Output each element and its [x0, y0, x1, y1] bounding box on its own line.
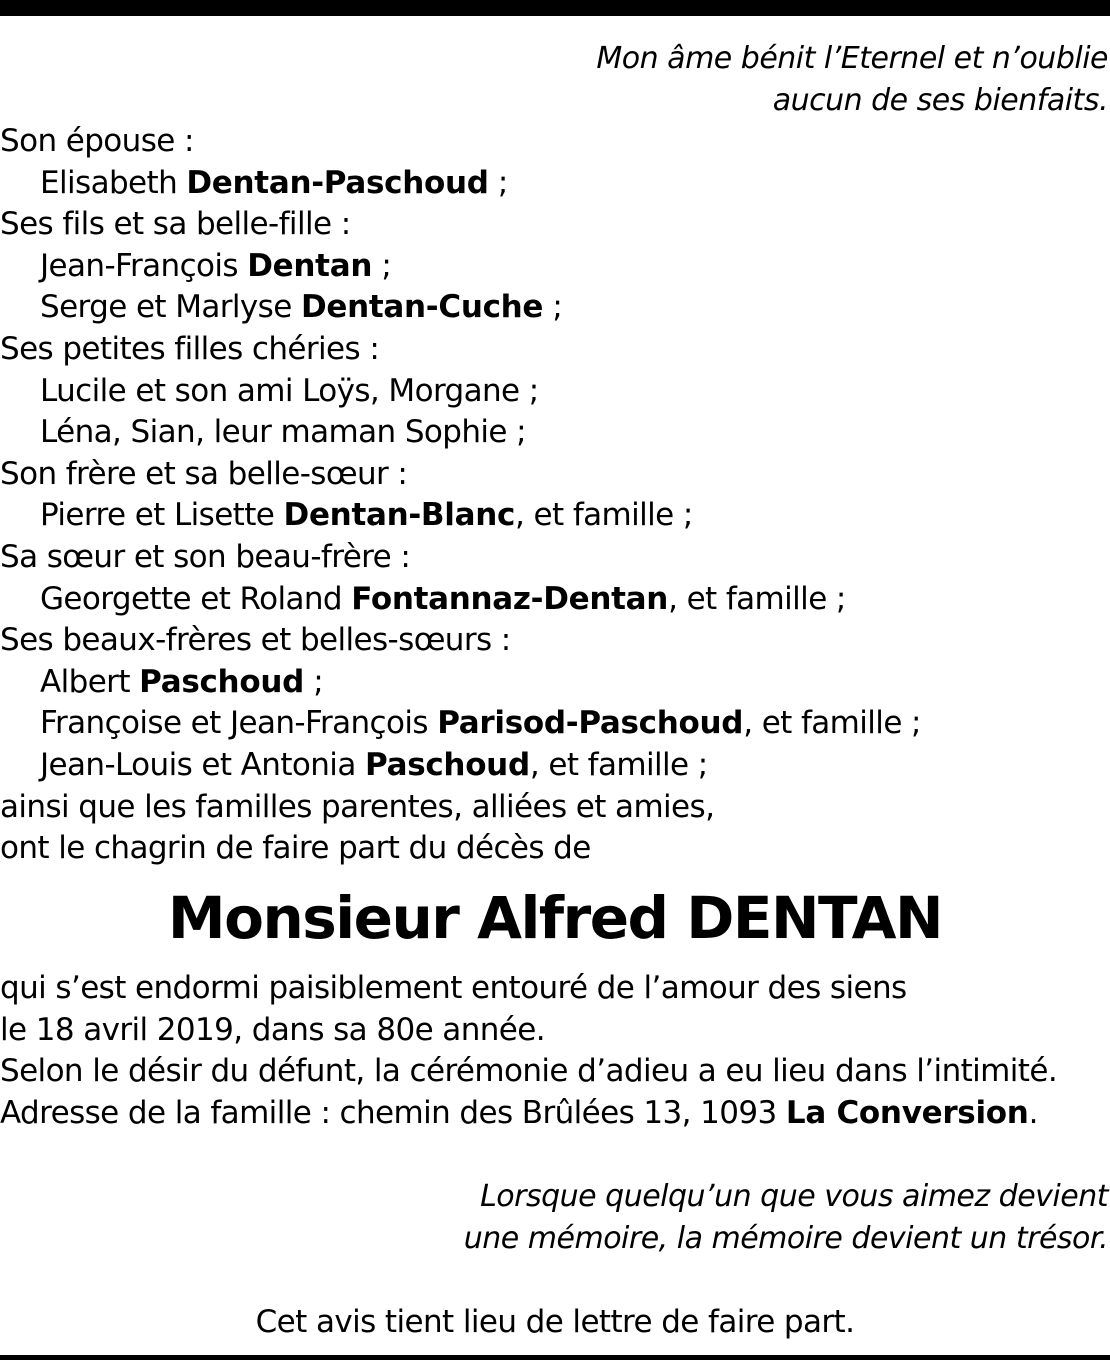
details-line-2: le 18 avril 2019, dans sa 80e année. [0, 1011, 545, 1048]
member-names: Albert [40, 663, 140, 700]
relation-label: Ses fils et sa belle-fille : [0, 206, 351, 243]
member-suffix: ; [304, 663, 324, 700]
address-locality: La Conversion [785, 1094, 1029, 1131]
member-names: Léna, Sian, leur maman Sophie ; [40, 414, 526, 451]
member-names: Jean-Louis et Antonia [40, 746, 365, 783]
member-suffix: ; [488, 164, 508, 201]
family-list [0, 121, 1100, 870]
closing-text: ainsi que les familles parentes, alliées et amies, [0, 788, 715, 825]
member-suffix: ; [543, 289, 563, 326]
family-line [0, 495, 1100, 537]
relation-label: Ses petites filles chéries : [0, 330, 380, 367]
family-line [0, 828, 1100, 870]
family-line [0, 371, 1100, 413]
member-names: Pierre et Lisette [40, 497, 284, 534]
family-line [0, 204, 1100, 246]
ceremony-note: Selon le désir du défunt, la cérémonie d’adieu a eu lieu dans l’intimité. [0, 1053, 1058, 1089]
member-surname: Dentan-Blanc [283, 497, 516, 534]
quote-line-2: une mémoire, la mémoire devient un trésor. [463, 1221, 1108, 1256]
relation-label: Ses beaux-frères et belles-sœurs : [0, 622, 511, 659]
family-line [0, 620, 1100, 662]
member-names: Elisabeth [40, 164, 187, 201]
family-address [0, 1093, 1100, 1135]
member-names: Lucile et son ami Loÿs, Morgane ; [40, 372, 539, 409]
family-line [0, 246, 1100, 288]
epigraph-line-2: aucun de ses bienfaits. [772, 83, 1108, 118]
address-period: . [1028, 1094, 1038, 1131]
closing-quote [208, 1176, 1108, 1260]
epigraph [208, 38, 1108, 122]
member-surname: Dentan [247, 247, 373, 284]
member-suffix: , et famille ; [529, 746, 708, 783]
member-names: Françoise et Jean-François [40, 705, 438, 742]
death-details [0, 968, 1100, 1134]
member-surname: Paschoud [364, 746, 530, 783]
address-street: Adresse de la famille : chemin des Brûlées 13, 1093 [0, 1094, 786, 1131]
family-line [0, 329, 1100, 371]
quote-line-1: Lorsque quelqu’un que vous aimez devient [480, 1179, 1108, 1214]
closing-text: ont le chagrin de faire part du décès de [0, 830, 591, 867]
relation-label: Son épouse : [0, 123, 194, 159]
member-suffix: ; [372, 247, 392, 284]
family-line [0, 662, 1100, 704]
family-line [0, 412, 1100, 454]
member-surname: Parisod-Paschoud [437, 705, 744, 742]
member-suffix: , et famille ; [668, 580, 846, 617]
member-surname: Dentan-Cuche [300, 289, 544, 326]
family-line [0, 579, 1100, 621]
relation-label: Sa sœur et son beau-frère : [0, 538, 411, 575]
member-names: Serge et Marlyse [40, 289, 301, 326]
family-line [0, 121, 1100, 163]
family-line [0, 537, 1100, 579]
family-line [0, 787, 1100, 829]
member-surname: Fontannaz-Dentan [351, 580, 669, 617]
member-names: Georgette et Roland [40, 580, 352, 617]
bottom-rule [0, 1355, 1110, 1360]
epigraph-line-1: Mon âme bénit l’Eternel et n’oublie [596, 41, 1108, 76]
member-suffix: , et famille ; [743, 705, 921, 742]
family-line [0, 745, 1100, 787]
member-surname: Dentan-Paschoud [186, 164, 489, 201]
details-line-1: qui s’est endormi paisiblement entouré de l’amour des siens [0, 970, 907, 1006]
top-rule [0, 0, 1110, 16]
family-line [0, 287, 1100, 329]
member-surname: Paschoud [139, 663, 304, 700]
relation-label: Son frère et sa belle-sœur : [0, 455, 408, 492]
member-suffix: , et famille ; [515, 497, 693, 534]
family-line [0, 703, 1100, 745]
deceased-name: Monsieur Alfred DENTAN [167, 884, 943, 952]
footer-notice: Cet avis tient lieu de lettre de faire part. [255, 1304, 855, 1340]
member-names: Jean-François [40, 247, 248, 284]
family-line [0, 454, 1100, 496]
family-line [0, 163, 1100, 205]
